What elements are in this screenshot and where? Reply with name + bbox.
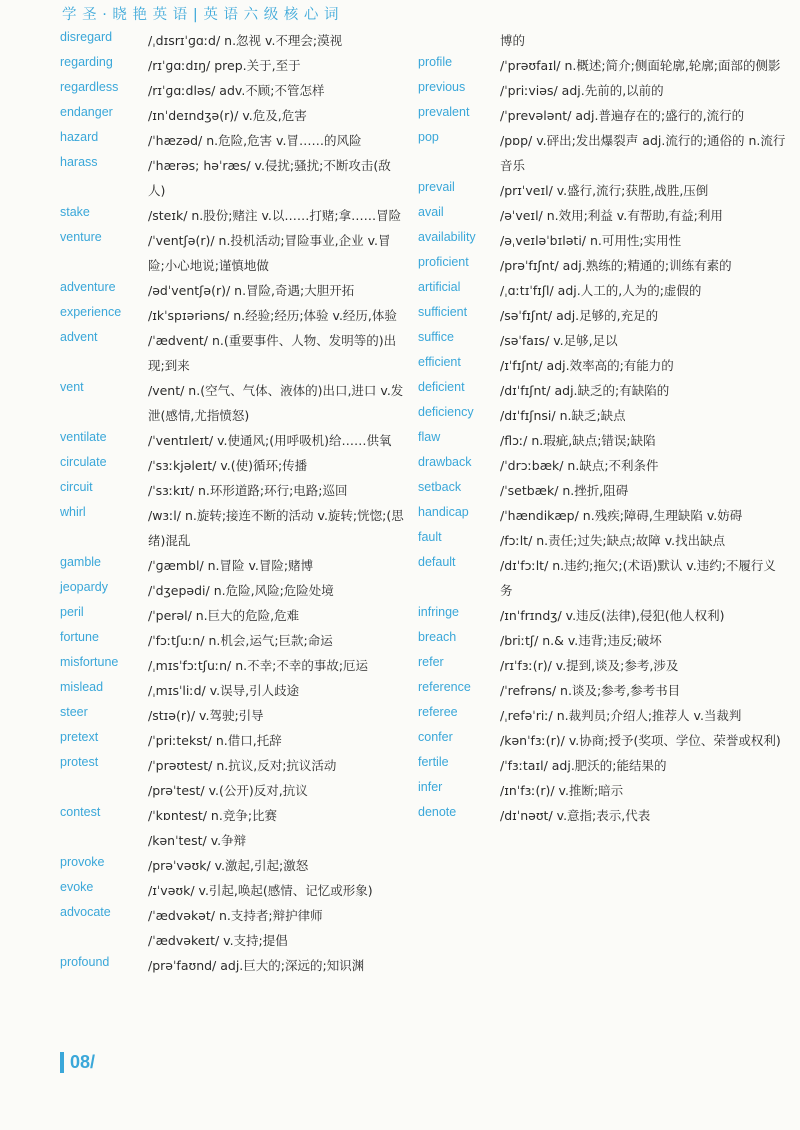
vocab-definition: /ədˈventʃə(r)/ n.冒险,奇遇;大胆开拓 [148,283,355,298]
vocab-word: circuit [60,480,93,494]
vocab-definition: /kənˈtest/ v.争辩 [148,833,247,848]
vocab-entry [60,78,405,103]
vocab-definition: /prəˈfɪʃnt/ adj.熟练的;精通的;训练有素的 [500,258,732,273]
vocab-entry [60,653,405,678]
vocab-entry [60,628,405,653]
vocab-word: vent [60,380,84,394]
vocab-word: harass [60,155,98,169]
vocab-entry [60,703,405,728]
vocab-definition: /ˈsɜːkjəleɪt/ v.(使)循环;传播 [148,458,308,473]
vocab-word: setback [418,480,462,494]
vocab-definition: /ɪkˈspɪəriəns/ n.经验;经历;体验 v.经历,体验 [148,308,397,323]
vocab-word: suffice [418,330,454,344]
vocab-word: protest [60,755,99,769]
vocab-entry [418,203,788,228]
vocab-definition: /ˈfɔːtʃuːn/ n.机会,运气;巨款;命运 [148,633,333,648]
vocab-definition: /ˌmɪsˈliːd/ v.误导,引人歧途 [148,683,300,698]
vocab-definition: /ɪˈvəʊk/ v.引起,唤起(感情、记忆或形象) [148,883,373,898]
vocab-definition: /dɪˈfɪʃnt/ adj.缺乏的;有缺陷的 [500,383,670,398]
vocab-entry [418,778,788,803]
vocab-word: proficient [418,255,469,269]
vocab-definition: /rɪˈɡɑːdləs/ adv.不顾;不管怎样 [148,83,325,98]
vocab-definition: /ˈsɜːkɪt/ n.环形道路;环行;电路;巡回 [148,483,348,498]
vocab-word: handicap [418,505,469,519]
vocab-word: endanger [60,105,113,119]
vocab-word: contest [60,805,101,819]
vocab-entry [60,928,405,953]
vocab-definition: /ˈprəʊtest/ n.抗议,反对;抗议活动 [148,758,337,773]
vocab-entry [60,278,405,303]
vocab-entry [60,828,405,853]
vocab-word: fertile [418,755,449,769]
vocab-word: flaw [418,430,441,444]
vocab-word: previous [418,80,466,94]
page-header: 学 圣 · 晓 艳 英 语 | 英 语 六 级 核 心 词 [62,7,340,23]
vocab-entry [60,303,405,328]
vocab-word: disregard [60,30,113,44]
vocab-word: denote [418,805,457,819]
vocab-definition: /ˈhændikæp/ n.残疾;障碍,生理缺陷 v.妨碍 [500,508,743,523]
vocab-definition: /ˌrefəˈriː/ n.裁判员;介绍人;推荐人 v.当裁判 [500,708,742,723]
vocab-definition: /ˈɡæmbl/ n.冒险 v.冒险;赌博 [148,558,314,573]
vocab-word: circulate [60,455,107,469]
vocab-definition: /dɪˈnəʊt/ v.意指;表示,代表 [500,808,651,823]
vocab-definition: /ˈpriːviəs/ adj.先前的,以前的 [500,83,664,98]
vocab-definition: /ˈædvent/ n.(重要事件、人物、发明等的)出现;到来 [148,333,397,373]
vocab-definition: /ˈdrɔːbæk/ n.缺点;不利条件 [500,458,659,473]
vocab-word: experience [60,305,122,319]
vocab-word: fault [418,530,442,544]
vocab-word: ventilate [60,430,107,444]
vocab-word: efficient [418,355,461,369]
vocab-definition: /ˈprevələnt/ adj.普遍存在的;盛行的,流行的 [500,108,745,123]
vocab-entry [418,628,788,653]
vocab-word: misfortune [60,655,119,669]
vocab-entry [418,678,788,703]
vocab-word: hazard [60,130,99,144]
vocab-definition: /ˈhærəs; həˈræs/ v.侵扰;骚扰;不断攻击(敌人) [148,158,391,198]
vocab-entry [60,28,405,53]
vocab-definition: /ˈkɒntest/ n.竞争;比赛 [148,808,278,823]
vocab-definition: /ɪnˈfrɪndʒ/ v.违反(法律),侵犯(他人权利) [500,608,725,623]
vocab-entry [60,803,405,828]
vocab-definition: /ˈventʃə(r)/ n.投机活动;冒险事业,企业 v.冒险;小心地说;谨慎地做 [148,233,391,273]
vocab-word: artificial [418,280,461,294]
vocab-word: deficient [418,380,465,394]
vocab-entry [60,728,405,753]
vocab-word: evoke [60,880,94,894]
vocab-word: advocate [60,905,111,919]
vocab-definition: /dɪˈfɔːlt/ n.违约;拖欠;(术语)默认 v.违约;不履行义务 [500,558,776,598]
vocab-entry [418,703,788,728]
vocab-word: breach [418,630,457,644]
vocab-definition: /ɪˈfɪʃnt/ adj.效率高的;有能力的 [500,358,674,373]
vocab-entry [418,278,788,303]
vocab-word: infringe [418,605,459,619]
vocab-definition: /ˈdʒepədi/ n.危险,风险;危险处境 [148,583,334,598]
vocab-word: pop [418,130,439,144]
vocab-word: referee [418,705,458,719]
vocab-entry [418,178,788,203]
vocab-definition: /əˌveɪləˈbɪləti/ n.可用性;实用性 [500,233,682,248]
vocab-definition: /vent/ n.(空气、气体、液体的)出口,进口 v.发泄(感情,尤指愤怒) [148,383,404,423]
vocab-entry [418,753,788,778]
vocab-definition: /kənˈfɜː(r)/ v.协商;授予(奖项、学位、荣誉或权利) [500,733,781,748]
vocab-entry [60,453,405,478]
vocab-word: prevalent [418,105,470,119]
vocab-definition: /wɜːl/ n.旋转;接连不断的活动 v.旋转;恍惚;(思绪)混乱 [148,508,404,548]
vocab-entry [418,453,788,478]
vocab-definition: /ˈsetbæk/ n.挫折,阻碍 [500,483,629,498]
vocab-entry [418,253,788,278]
vocab-entry [418,553,788,603]
vocab-word: adventure [60,280,116,294]
vocab-word: peril [60,605,84,619]
vocab-word: whirl [60,505,86,519]
vocab-entry [60,553,405,578]
vocab-definition: /pɒp/ v.砰出;发出爆裂声 adj.流行的;通俗的 n.流行音乐 [500,133,786,173]
vocab-word: gamble [60,555,101,569]
vocab-definition: /ɪnˈfɜː(r)/ v.推断;暗示 [500,783,624,798]
vocab-entry [60,778,405,803]
vocab-entry [60,203,405,228]
vocab-word: stake [60,205,90,219]
vocab-definition: /səˈfaɪs/ v.足够,足以 [500,333,618,348]
vocab-definition: /ˌmɪsˈfɔːtʃuːn/ n.不幸;不幸的事故;厄运 [148,658,369,673]
vocab-definition: /ˌdɪsrɪˈɡɑːd/ n.忽视 v.不理会;漠视 [148,33,343,48]
vocab-entry [418,528,788,553]
page-number: 08/ [60,1052,95,1073]
vocab-word: advent [60,330,98,344]
vocab-entry [60,578,405,603]
vocab-definition: /ˈventɪleɪt/ v.使通风;(用呼吸机)给……供氧 [148,433,392,448]
vocab-word: profile [418,55,453,69]
vocab-definition: /prəˈvəʊk/ v.激起,引起;激怒 [148,858,309,873]
vocab-entry [418,428,788,453]
vocab-word: drawback [418,455,472,469]
vocab-word: fortune [60,630,99,644]
vocab-definition: /rɪˈfɜː(r)/ v.提到,谈及;参考,涉及 [500,658,679,673]
vocab-entry [60,128,405,153]
vocab-word: regardless [60,80,119,94]
vocab-entry [60,378,405,428]
vocab-entry [418,803,788,828]
vocab-definition: /ˈpriːtekst/ n.借口,托辞 [148,733,282,748]
vocab-definition: /dɪˈfɪʃnsi/ n.缺乏;缺点 [500,408,626,423]
vocab-definition: /prɪˈveɪl/ v.盛行,流行;获胜,战胜,压倒 [500,183,709,198]
vocab-definition: /ˈprəʊfaɪl/ n.概述;简介;侧面轮廓,轮廓;面部的侧影 [500,58,781,73]
vocab-word: regarding [60,55,113,69]
vocab-word: infer [418,780,443,794]
vocab-entry [418,303,788,328]
vocab-entry [418,328,788,353]
vocab-entry [418,478,788,503]
vocab-definition: /səˈfɪʃnt/ adj.足够的,充足的 [500,308,659,323]
vocab-entry [60,678,405,703]
vocab-entry [418,403,788,428]
vocab-entry [418,603,788,628]
vocab-entry [60,228,405,278]
vocab-entry [418,728,788,753]
vocab-definition: /steɪk/ n.股份;赌注 v.以……打赌;拿……冒险 [148,208,402,223]
vocab-entry [60,478,405,503]
vocab-definition: /ˈædvəkət/ n.支持者;辩护律师 [148,908,323,923]
vocab-word: refer [418,655,444,669]
left-column [60,28,405,978]
vocab-entry [60,853,405,878]
vocab-definition: /əˈveɪl/ n.效用;利益 v.有帮助,有益;利用 [500,208,723,223]
vocab-definition: /briːtʃ/ n.& v.违背;违反;破坏 [500,633,662,648]
vocab-word: jeopardy [60,580,108,594]
vocab-definition: /ˈrefrəns/ n.谈及;参考,参考书目 [500,683,681,698]
vocab-entry [418,378,788,403]
vocab-word: default [418,555,456,569]
vocab-entry [60,903,405,928]
vocab-entry [418,503,788,528]
vocab-entry [418,353,788,378]
vocab-word: pretext [60,730,99,744]
vocab-word: deficiency [418,405,474,419]
vocab-entry [60,103,405,128]
vocab-entry [60,53,405,78]
vocab-entry [60,878,405,903]
right-column [418,28,788,828]
vocab-word: venture [60,230,102,244]
vocab-definition: /ˈædvəkeɪt/ v.支持;提倡 [148,933,288,948]
vocab-entry [418,53,788,78]
vocab-entry [60,328,405,378]
vocab-word: avail [418,205,444,219]
vocab-definition: /ˈhæzəd/ n.危险,危害 v.冒……的风险 [148,133,362,148]
vocab-word: sufficient [418,305,468,319]
vocab-entry [60,428,405,453]
vocab-definition: 博的 [500,33,526,48]
vocab-definition: /flɔː/ n.瑕疵,缺点;错误;缺陷 [500,433,656,448]
vocab-definition: /stɪə(r)/ v.驾驶;引导 [148,708,264,723]
vocab-definition: /prəˈtest/ v.(公开)反对,抗议 [148,783,308,798]
vocab-definition: /prəˈfaʊnd/ adj.巨大的;深远的;知识渊 [148,958,365,973]
vocab-definition: /ɪnˈdeɪndʒə(r)/ v.危及,危害 [148,108,307,123]
vocab-definition: /ˈfɜːtaɪl/ adj.肥沃的;能结果的 [500,758,667,773]
vocab-entry [60,153,405,203]
vocab-definition: /ˌɑːtɪˈfɪʃl/ adj.人工的,人为的;虚假的 [500,283,702,298]
vocab-word: prevail [418,180,455,194]
vocab-word: steer [60,705,88,719]
vocab-entry [418,78,788,103]
vocab-entry [418,103,788,128]
vocab-entry [60,753,405,778]
vocab-word: mislead [60,680,104,694]
vocab-entry [418,228,788,253]
vocab-word: confer [418,730,453,744]
vocab-entry [60,603,405,628]
vocab-definition: /fɔːlt/ n.责任;过失;缺点;故障 v.找出缺点 [500,533,726,548]
vocab-word: reference [418,680,471,694]
vocab-entry [418,28,788,53]
vocab-entry [418,128,788,178]
vocab-word: provoke [60,855,105,869]
vocab-entry [60,503,405,553]
vocab-entry [60,953,405,978]
vocab-word: availability [418,230,476,244]
vocab-definition: /ˈperəl/ n.巨大的危险,危难 [148,608,300,623]
vocab-definition: /rɪˈɡɑːdɪŋ/ prep.关于,至于 [148,58,301,73]
vocab-word: profound [60,955,110,969]
vocab-entry [418,653,788,678]
